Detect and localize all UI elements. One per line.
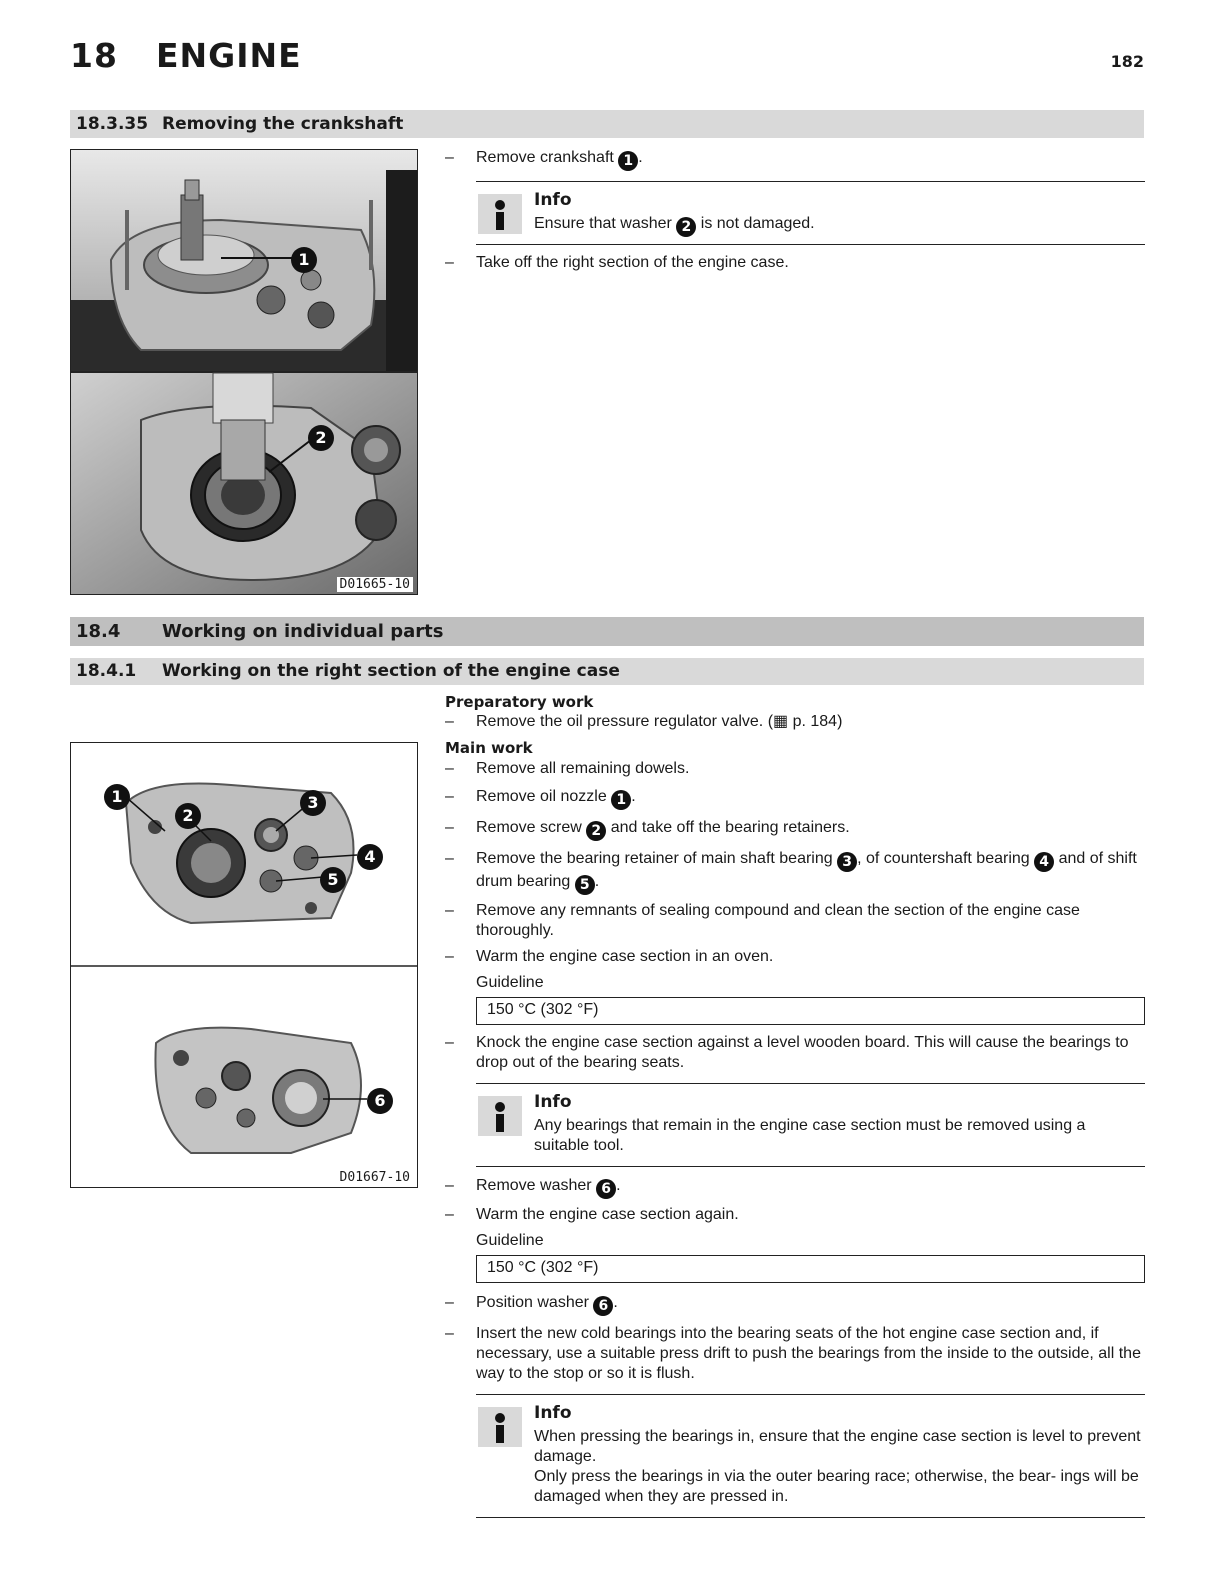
callout-1: 1 bbox=[291, 247, 317, 273]
figure-code: D01665-10 bbox=[337, 577, 413, 592]
info-title: Info bbox=[534, 1403, 572, 1423]
step-i: – Warm the engine case section again. bbox=[445, 1206, 739, 1223]
crankshaft-photo-illustration bbox=[71, 150, 417, 594]
engine-case-steps bbox=[445, 692, 1145, 1518]
step-c: – Remove screw 2 and take off the bearing retainers. bbox=[445, 819, 850, 839]
engine-case-illustration bbox=[71, 743, 417, 1187]
figure-crankshaft-photos bbox=[70, 149, 418, 595]
step-a: – Remove all remaining dowels. bbox=[445, 760, 690, 777]
info-title: Info bbox=[534, 1092, 572, 1112]
callout-2: 2 bbox=[586, 821, 606, 841]
chapter-number: 18 bbox=[70, 36, 118, 75]
step-remove-crankshaft: – Remove crankshaft 1 . bbox=[445, 149, 643, 169]
callout-6: 6 bbox=[367, 1088, 393, 1114]
callout-2: 2 bbox=[308, 425, 334, 451]
info-text: Ensure that washer 2 is not damaged. bbox=[534, 215, 815, 235]
callout-3: 3 bbox=[300, 790, 326, 816]
callout-1: 1 bbox=[104, 784, 130, 810]
callout-1: 1 bbox=[618, 151, 638, 171]
info-box-washer bbox=[476, 181, 1145, 245]
figure-code: D01667-10 bbox=[337, 1170, 413, 1185]
step-prep: – Remove the oil pressure regulator valve. (▦ p. 184) bbox=[445, 713, 843, 730]
section-title: Removing the crankshaft bbox=[162, 114, 404, 134]
section-number: 18.4.1 bbox=[76, 661, 137, 681]
info-icon bbox=[478, 1407, 522, 1447]
info-text-line1: When pressing the bearings in, ensure that the engine case section is level to prevent damage. bbox=[534, 1428, 1141, 1465]
callout-2: 2 bbox=[676, 217, 696, 237]
step-d: – Remove the bearing retainer of main shaft bearing 3 , of countershaft bearing 4 and of shift drum bearing 5 . bbox=[445, 850, 1137, 893]
section-number: 18.4 bbox=[76, 621, 121, 642]
callout-6: 6 bbox=[596, 1179, 616, 1199]
info-box-remaining-bearings bbox=[476, 1083, 1145, 1167]
guideline-label: Guideline bbox=[476, 1232, 544, 1249]
callout-2: 2 bbox=[175, 803, 201, 829]
section-bar-individual-parts bbox=[70, 617, 1144, 646]
section-title: Working on the right section of the engine case bbox=[162, 661, 620, 681]
callout-5: 5 bbox=[575, 875, 595, 895]
guideline-value: 150 °C (302 °F) bbox=[476, 1255, 1145, 1283]
main-work-heading: Main work bbox=[445, 739, 533, 757]
figure-engine-case-photos bbox=[70, 742, 418, 1188]
section-number: 18.3.35 bbox=[76, 114, 149, 134]
callout-4: 4 bbox=[1034, 852, 1054, 872]
step-e: – Remove any remnants of sealing compound and clean the section of the engine case thoroughly. bbox=[445, 902, 1080, 939]
page-number: 182 bbox=[1110, 52, 1144, 71]
step-b: – Remove oil nozzle 1 . bbox=[445, 788, 636, 808]
section-bar-right-engine-case bbox=[70, 658, 1144, 685]
guideline-value: 150 °C (302 °F) bbox=[476, 997, 1145, 1025]
callout-3: 3 bbox=[837, 852, 857, 872]
guideline-label: Guideline bbox=[476, 974, 544, 991]
step-k: – Insert the new cold bearings into the bearing seats of the hot engine case section and, if necessary, use a suitable press drift to push the bearings from the inside to the outside, all the way to the stop or so it is flush. bbox=[445, 1325, 1141, 1382]
step-take-off-right-section: – Take off the right section of the engine case. bbox=[445, 254, 789, 271]
step-j: – Position washer 6 . bbox=[445, 1294, 618, 1314]
info-icon bbox=[478, 194, 522, 234]
info-title: Info bbox=[534, 190, 572, 210]
section-title: Working on individual parts bbox=[162, 621, 444, 642]
crankshaft-steps bbox=[445, 148, 1145, 273]
callout-1: 1 bbox=[611, 790, 631, 810]
info-text-line2: Only press the bearings in via the outer bearing race; otherwise, the bear- ings will be damaged when they are pressed in. bbox=[534, 1468, 1139, 1505]
callout-6: 6 bbox=[593, 1296, 613, 1316]
info-icon bbox=[478, 1096, 522, 1136]
step-f: – Warm the engine case section in an oven. bbox=[445, 948, 774, 965]
info-text: Any bearings that remain in the engine case section must be removed using a suitable tool. bbox=[534, 1117, 1086, 1154]
callout-5: 5 bbox=[320, 867, 346, 893]
callout-4: 4 bbox=[357, 844, 383, 870]
step-g: – Knock the engine case section against a level wooden board. This will cause the bearings to drop out of the bearing seats. bbox=[445, 1034, 1129, 1071]
chapter-heading bbox=[70, 36, 302, 75]
preparatory-heading: Preparatory work bbox=[445, 693, 594, 711]
chapter-title: ENGINE bbox=[156, 36, 302, 75]
section-bar-removing-crankshaft bbox=[70, 110, 1144, 138]
info-box-pressing-bearings bbox=[476, 1394, 1145, 1518]
step-h: – Remove washer 6 . bbox=[445, 1177, 621, 1197]
